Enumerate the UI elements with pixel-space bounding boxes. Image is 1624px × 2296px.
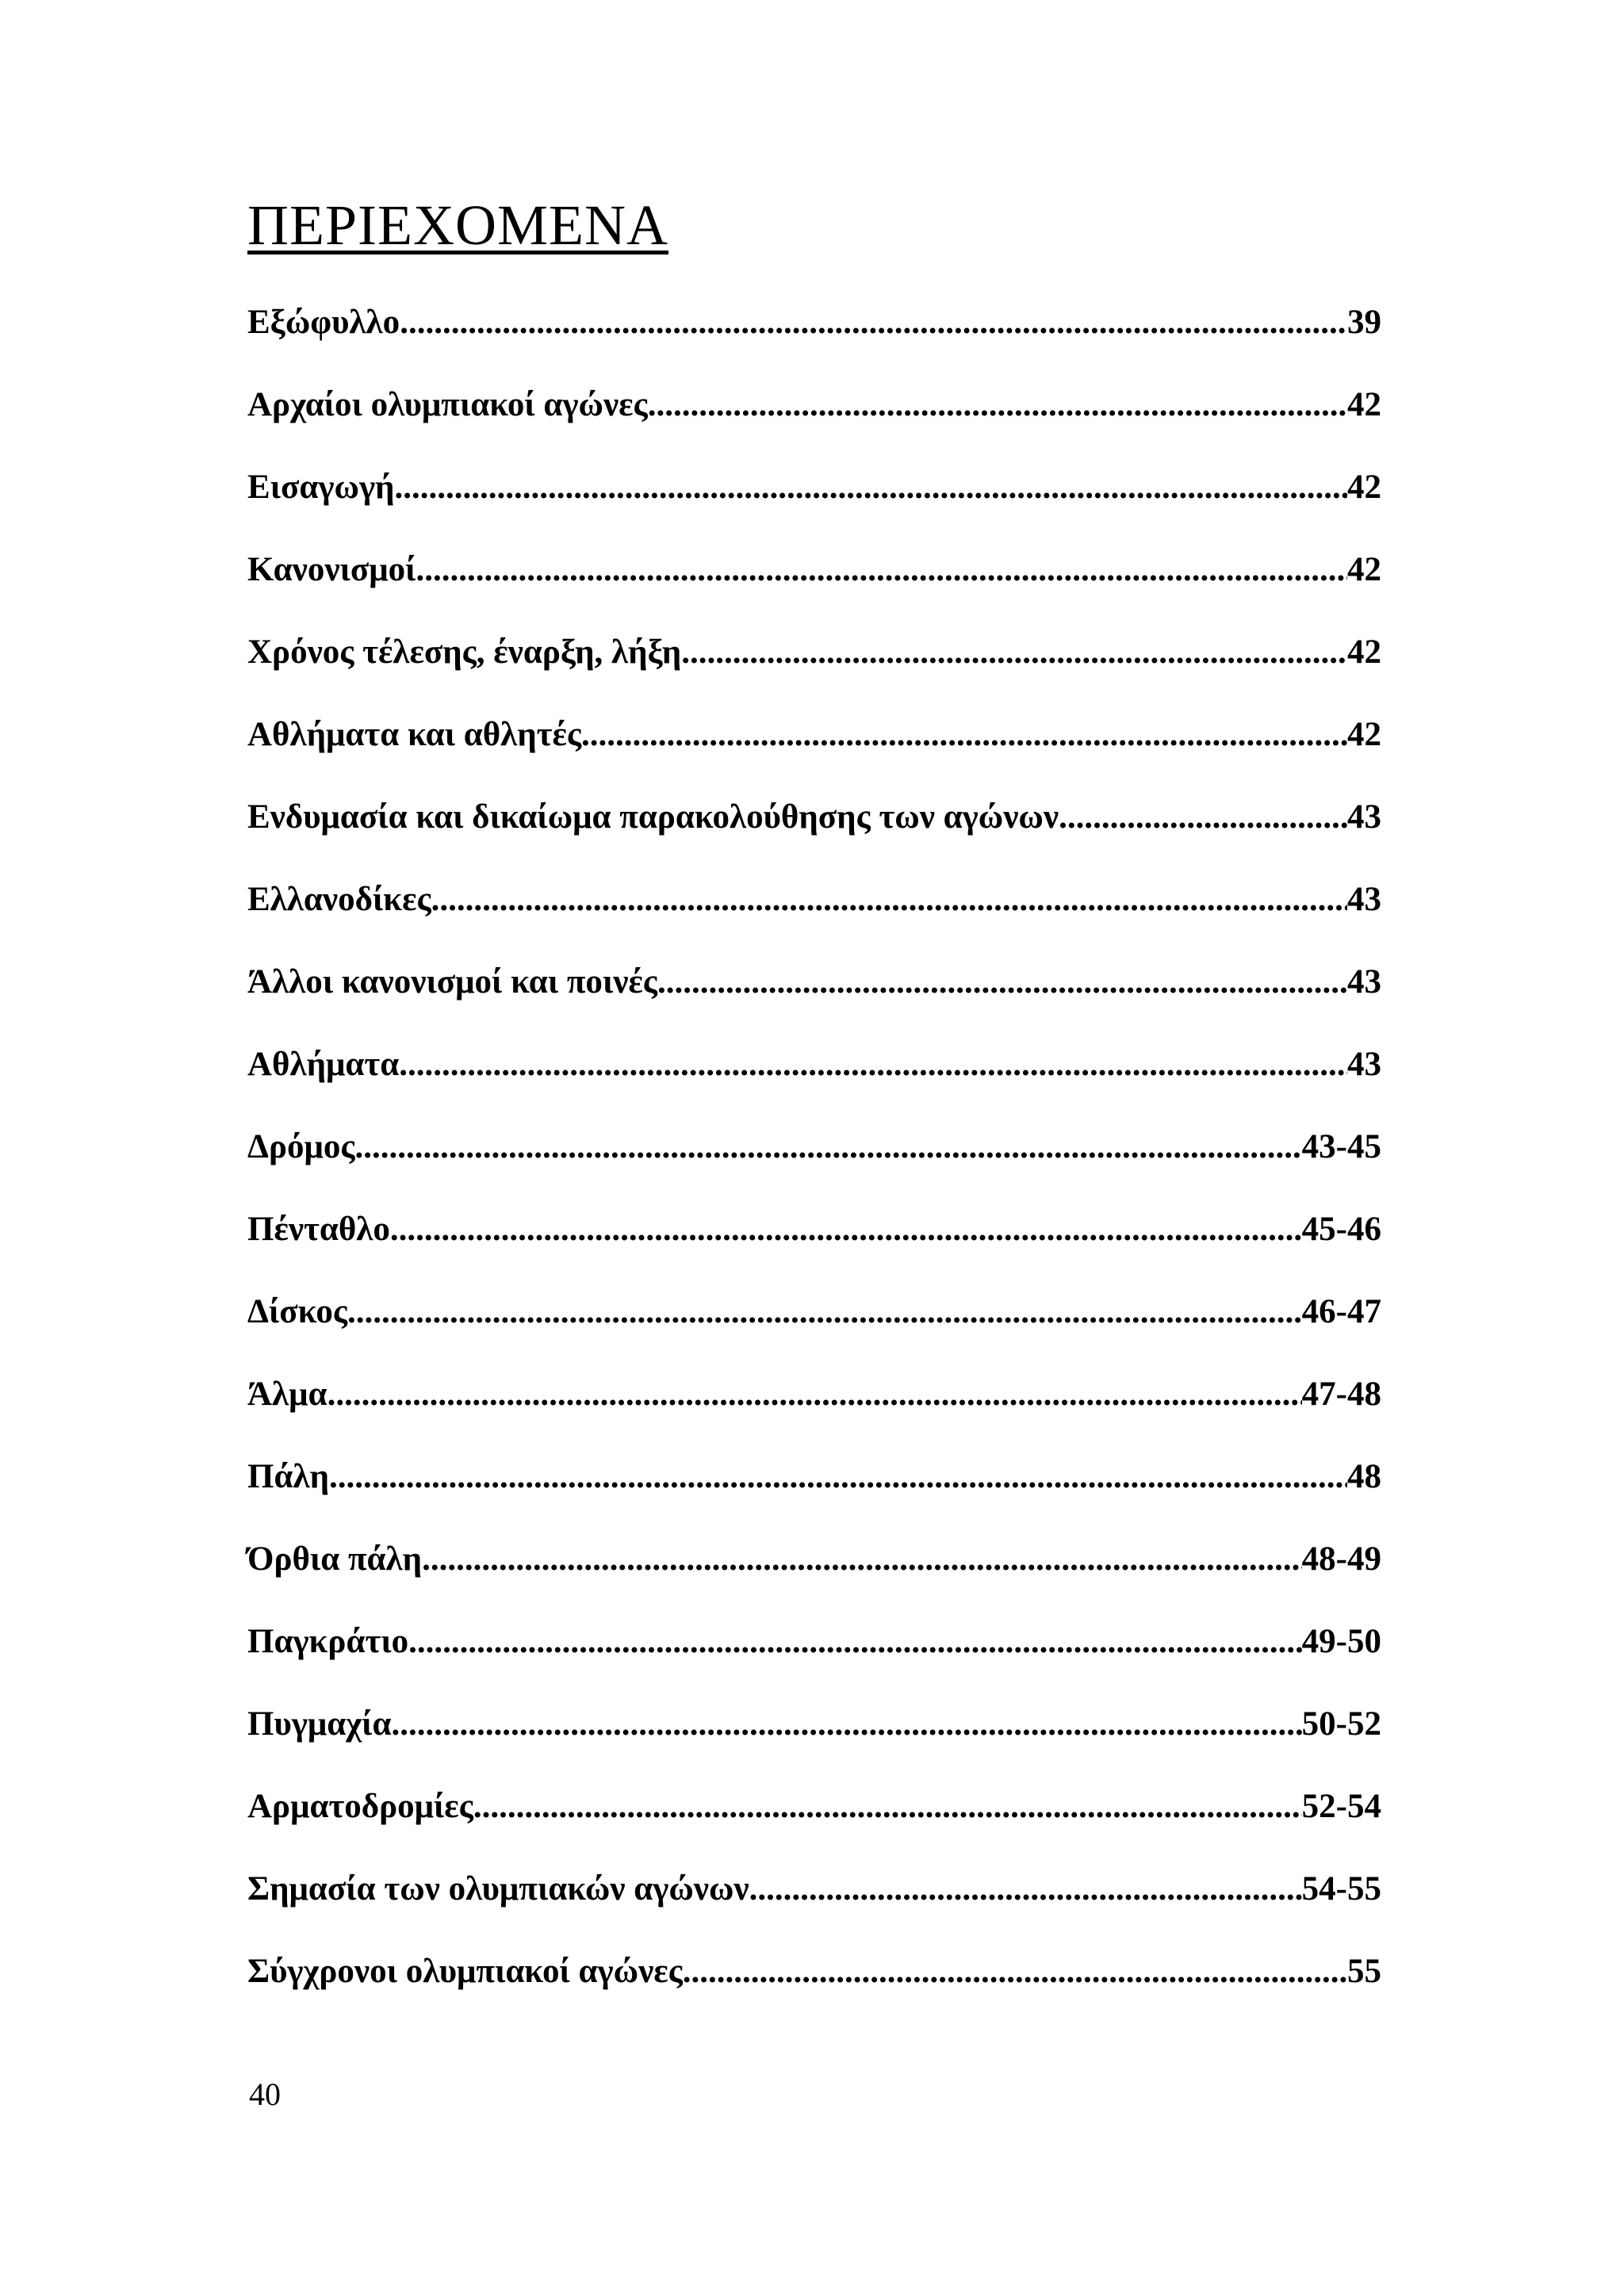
dot-leader xyxy=(681,633,1347,672)
toc-entry-label: Όρθια πάλη xyxy=(247,1540,423,1578)
dot-leader xyxy=(394,468,1347,507)
dot-leader xyxy=(749,1869,1302,1908)
dot-leader xyxy=(683,1952,1347,1991)
toc-entry-page: 48-49 xyxy=(1301,1540,1381,1578)
toc-entry-page: 52-54 xyxy=(1301,1788,1381,1825)
toc-entry-label: Αρχαίοι ολυμπιακοί αγώνες xyxy=(247,386,648,423)
toc-entry-label: Αθλήματα xyxy=(247,1046,400,1083)
toc-entry-label: Δρόμος xyxy=(247,1128,355,1165)
toc-entry-label: Εισαγωγή xyxy=(247,469,395,506)
dot-leader xyxy=(581,715,1347,754)
toc-entry-page: 55 xyxy=(1347,1953,1381,1990)
dot-leader xyxy=(399,1045,1347,1084)
toc-entry-page: 43 xyxy=(1347,963,1381,1001)
toc-entry-page: 43 xyxy=(1347,1046,1381,1083)
toc-entry-label: Πυγμαχία xyxy=(247,1705,392,1743)
toc-entry-label: Αρματοδρομίες xyxy=(247,1788,473,1825)
dot-leader xyxy=(1059,798,1347,836)
dot-leader xyxy=(408,1622,1302,1661)
dot-leader xyxy=(422,1540,1302,1578)
toc-entry xyxy=(247,880,1381,962)
toc-entry-page: 42 xyxy=(1347,633,1381,671)
toc-entry-page: 47-48 xyxy=(1301,1376,1381,1413)
toc-entry xyxy=(247,1127,1381,1210)
toc-entry-label: Ελλανοδίκες xyxy=(247,881,431,918)
dot-leader xyxy=(391,1705,1301,1743)
toc-entry-label: Άλμα xyxy=(247,1376,327,1413)
toc-entry xyxy=(247,1457,1381,1540)
toc-entry xyxy=(247,1787,1381,1869)
toc-entry-label: Χρόνος τέλεσης, έναρξη, λήξη xyxy=(247,633,682,671)
toc-entry-page: 46-47 xyxy=(1301,1293,1381,1330)
page-title: ΠΕΡΙΕΧΟΜΕΝΑ xyxy=(247,193,668,257)
dot-leader xyxy=(416,550,1347,589)
dot-leader xyxy=(648,385,1347,424)
toc-entry xyxy=(247,633,1381,715)
toc-entry xyxy=(247,1540,1381,1622)
toc-entry xyxy=(247,385,1381,468)
table-of-contents xyxy=(247,303,1381,2034)
dot-leader xyxy=(327,1375,1302,1414)
toc-entry-label: Πένταθλο xyxy=(247,1211,390,1248)
toc-entry-page: 43 xyxy=(1347,881,1381,918)
dot-leader xyxy=(657,962,1347,1001)
toc-entry-label: Πάλη xyxy=(247,1458,329,1495)
toc-entry xyxy=(247,550,1381,633)
toc-entry xyxy=(247,1869,1381,1952)
toc-entry xyxy=(247,1375,1381,1457)
toc-entry-label: Δίσκος xyxy=(247,1293,347,1330)
toc-entry-page: 42 xyxy=(1347,469,1381,506)
toc-entry-page: 42 xyxy=(1347,716,1381,753)
toc-entry-label: Αθλήματα και αθλητές xyxy=(247,716,582,753)
toc-entry-page: 42 xyxy=(1347,551,1381,588)
toc-entry-page: 42 xyxy=(1347,386,1381,423)
toc-entry xyxy=(247,798,1381,880)
toc-entry xyxy=(247,1292,1381,1375)
toc-entry xyxy=(247,1622,1381,1705)
toc-entry xyxy=(247,468,1381,550)
toc-entry-page: 39 xyxy=(1347,304,1381,341)
toc-entry-label: Εξώφυλλο xyxy=(247,304,400,341)
toc-entry-page: 43-45 xyxy=(1301,1128,1381,1165)
dot-leader xyxy=(390,1210,1302,1249)
toc-entry-page: 45-46 xyxy=(1301,1211,1381,1248)
toc-entry-label: Κανονισμοί xyxy=(247,551,416,588)
dot-leader xyxy=(355,1127,1302,1166)
dot-leader xyxy=(400,303,1347,342)
toc-entry-page: 49-50 xyxy=(1301,1623,1381,1660)
toc-entry-label: Ενδυμασία και δικαίωμα παρακολούθησης των αγώνων xyxy=(247,798,1059,836)
toc-entry xyxy=(247,715,1381,798)
toc-entry xyxy=(247,1210,1381,1292)
page-number: 40 xyxy=(249,2076,281,2112)
dot-leader xyxy=(431,880,1347,919)
toc-entry-label: Παγκράτιο xyxy=(247,1623,409,1660)
toc-entry-page: 50-52 xyxy=(1301,1705,1381,1743)
toc-entry xyxy=(247,1705,1381,1787)
toc-entry-page: 48 xyxy=(1347,1458,1381,1495)
toc-entry xyxy=(247,303,1381,385)
dot-leader xyxy=(329,1457,1347,1496)
toc-entry-label: Άλλοι κανονισμοί και ποινές xyxy=(247,963,657,1001)
toc-entry-label: Σύγχρονοι ολυμπιακοί αγώνες xyxy=(247,1953,683,1990)
toc-entry xyxy=(247,1045,1381,1127)
toc-entry xyxy=(247,1952,1381,2034)
toc-entry-page: 43 xyxy=(1347,798,1381,836)
toc-entry xyxy=(247,962,1381,1045)
toc-entry-page: 54-55 xyxy=(1301,1870,1381,1908)
dot-leader xyxy=(473,1787,1302,1826)
toc-entry-label: Σημασία των ολυμπιακών αγώνων xyxy=(247,1870,749,1908)
dot-leader xyxy=(347,1292,1302,1331)
